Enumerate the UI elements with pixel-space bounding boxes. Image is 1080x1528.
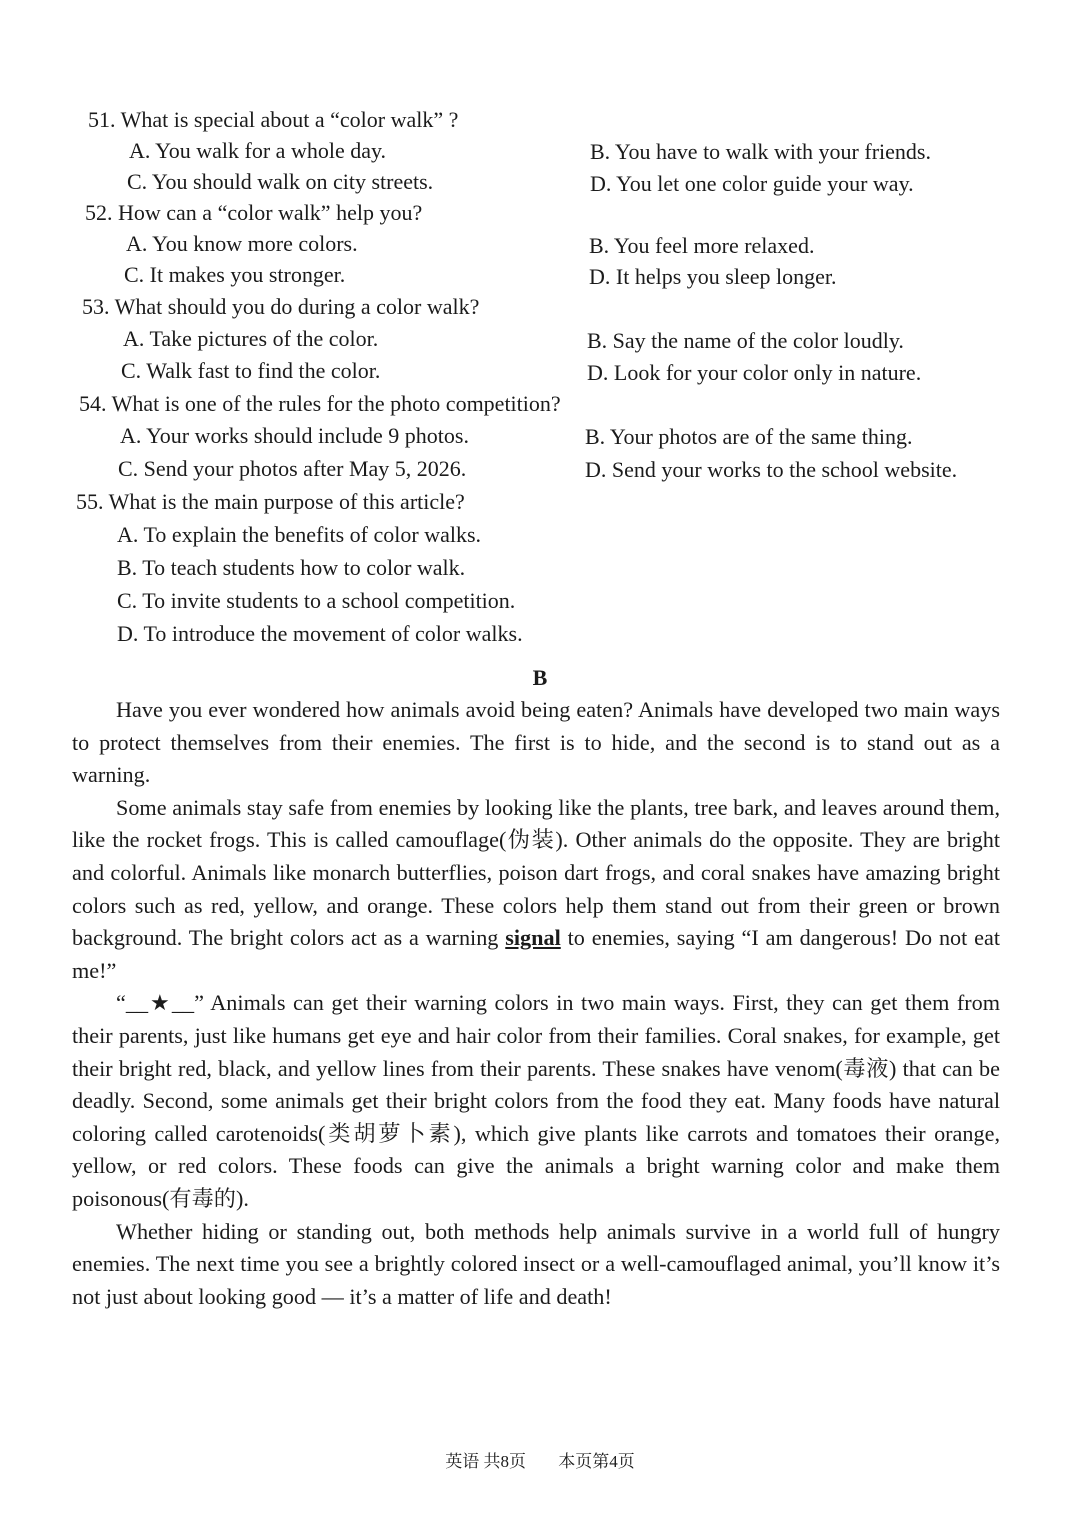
option-52-a: A. You know more colors.: [126, 231, 358, 256]
option-54-a: A. Your works should include 9 photos.: [120, 423, 469, 448]
option-53-d: D. Look for your color only in nature.: [587, 360, 922, 385]
paragraph-2-text: Some animals stay safe from enemies by looking like the plants, tree bark, and leaves around them, like the rocket frogs. This is called camouflage(伪装). Other animals do the opposite. They are bright and colorful. Animals like monarch butterflies, poison dart frogs, and coral snakes have amazing bright colors such as red, yellow, and orange. These colors help them stand out from their green or brown background. The bright colors act as a warning: [72, 794, 1000, 951]
question-stem: How can a “color walk” help you?: [118, 200, 423, 225]
question-number: 51.: [88, 107, 116, 132]
question-number: 54.: [79, 391, 107, 416]
title-blank: “__★__”: [116, 990, 204, 1016]
paragraph-2-end: to enemies, saying “I am dangerous! Do not eat me!”: [72, 925, 1001, 983]
footer-subject-pages: 英语 共8页: [445, 1452, 526, 1471]
underlined-word-signal: signal: [505, 925, 561, 951]
question-54: [79, 389, 561, 419]
question-stem: What is special about a “color walk” ?: [120, 107, 459, 132]
option-55-b: B. To teach students how to color walk.: [117, 555, 466, 580]
question-number: 55.: [76, 489, 104, 514]
question-stem: What is the main purpose of this article?: [108, 489, 465, 514]
option-52-c: C. It makes you stronger.: [124, 262, 346, 287]
page-footer: [0, 1450, 1080, 1474]
question-55: [76, 487, 465, 517]
option-55-c: C. To invite students to a school competition.: [117, 588, 516, 613]
question-51: [88, 105, 458, 135]
option-52-d: D. It helps you sleep longer.: [589, 264, 837, 289]
section-heading: B: [532, 665, 548, 690]
paragraph-4: Whether hiding or standing out, both methods help animals survive in a world full of hungry enemies. The next time you see a brightly colored insect or a well-camouflaged animal, you’ll know it’s not just about looking good — it’s a matter of life and death!: [72, 1218, 1000, 1309]
option-55-a: A. To explain the benefits of color walks.: [117, 522, 482, 547]
option-51-a: A. You walk for a whole day.: [129, 138, 387, 163]
option-51-d: D. You let one color guide your way.: [590, 171, 914, 196]
question-stem: What is one of the rules for the photo competition?: [111, 391, 561, 416]
option-52-b: B. You feel more relaxed.: [589, 233, 815, 258]
option-51-b: B. You have to walk with your friends.: [590, 139, 931, 164]
paragraph-2: [72, 792, 1000, 988]
option-53-c: C. Walk fast to find the color.: [121, 358, 381, 383]
question-stem: What should you do during a color walk?: [114, 294, 480, 319]
option-54-c: C. Send your photos after May 5, 2026.: [118, 456, 467, 481]
option-53-b: B. Say the name of the color loudly.: [587, 328, 904, 353]
question-52: [85, 198, 422, 228]
option-55-d: D. To introduce the movement of color walks.: [117, 621, 523, 646]
reading-passage: [72, 694, 1000, 1313]
paragraph-1: Have you ever wondered how animals avoid being eaten? Animals have developed two main ways to protect themselves from their enemies. The first is to hide, and the second is to stand out as a warning.: [72, 697, 1000, 788]
option-54-b: B. Your photos are of the same thing.: [585, 424, 913, 449]
option-51-c: C. You should walk on city streets.: [127, 169, 434, 194]
paragraph-3-text: Animals can get their warning colors in two main ways. First, they can get them from their parents, just like humans get eye and hair color from their families. Coral snakes, for example, get their bright red, black, and yellow lines from their parents. These snakes have venom(毒液) that can be deadly. Second, some animals get their bright colors from the food they eat. Many foods have natural coloring called carotenoids(类胡萝卜素), which give plants like carrots and tomatoes their orange, yellow, or red colors. These foods can give the animals a bright warning color and make them poisonous(有毒的).: [72, 990, 1000, 1211]
option-54-d: D. Send your works to the school website.: [585, 457, 958, 482]
question-53: [82, 292, 479, 322]
option-53-a: A. Take pictures of the color.: [123, 326, 379, 351]
paragraph-3: [72, 987, 1000, 1215]
question-number: 52.: [85, 200, 113, 225]
footer-page-number: 本页第4页: [558, 1452, 635, 1471]
question-number: 53.: [82, 294, 110, 319]
